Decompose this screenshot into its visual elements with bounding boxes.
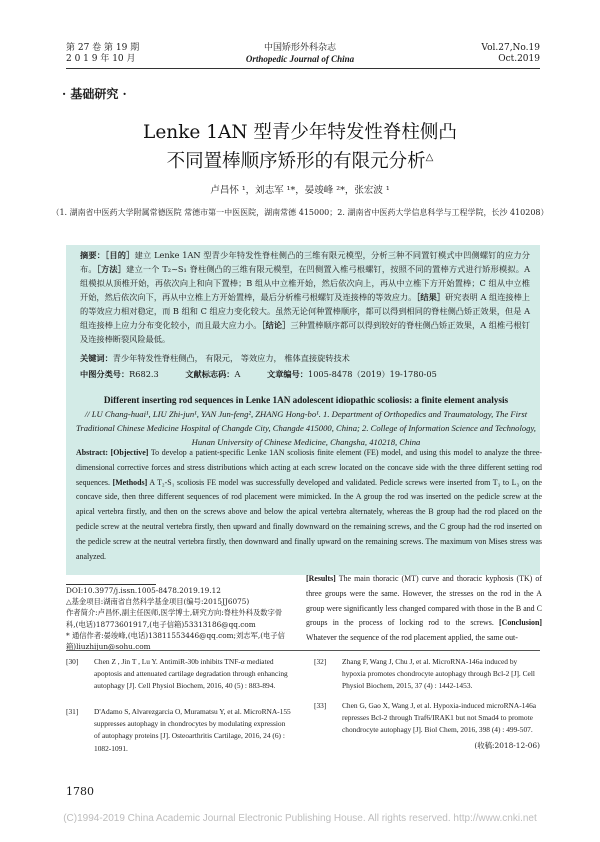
watermark: (C)1994-2019 China Academic Journal Electronic Publishing House. All rights reserved. http://www.cnki.net [63,813,537,824]
header-rule [66,68,540,69]
cn-results-tag: ［结果］ [416,292,446,302]
cn-results: 研究表明 A 组连接棒上的等效应力相对稳定，而 B 组和 C 组应力变化较大。虽然无论何种置棒顺序，都可以得到相同的脊柱侧凸矫正效果，但是 A 组连接棒上应力分布变化较小，而且最大应力小。 [80,292,530,330]
cn-methods-tag: ［方法］ [96,264,127,274]
references-rule [66,650,540,651]
title-line-1: Lenke 1AN 型青少年特发性脊柱侧凸 [143,122,457,143]
en-methods-tag: [Methods] [112,477,148,487]
title-line-2-text: 不同置棒顺序矫形的有限元分析 [166,151,426,173]
en-abstract-continued [306,572,542,646]
fund-note: △基金项目:湖南省自然科学基金项目(编号:2015JJ6075) [66,597,250,607]
cn-objective-tag: ［目的］ [105,250,135,260]
author-list: 卢昌怀 ¹，刘志军 ¹*，晏竣峰 ²*，张宏波 ¹ [210,185,390,196]
reference-item [66,656,292,693]
doc-code-label: 文献标志码： [185,369,235,379]
reference-item [314,700,540,737]
reference-number: [33] [314,701,327,710]
reference-number: [31] [66,707,79,716]
en-title: Different inserting rod sequences in Lenke 1AN adolescent idiopathic scoliosis: a finite element analysis [103,395,509,405]
reference-text: D'Adamo S, Alvarezgarcia O, Muramatsu Y, et al. MicroRNA-155 suppresses autophagy in chondrocytes by modulating expression of autophagy proteins [J]. Osteoarthritis Cartilage, 2016, 24 (6) : 1082-1091. [94,707,291,753]
cn-objective: 建立 Lenke 1AN 型青少年特发性脊柱侧凸的三维有限元模型，分析三种不同置钉模式中凹侧螺钉的应力分布。 [80,250,530,274]
footnotes [66,585,291,652]
received-date: (收稿:2018-12-06) [474,741,540,750]
author-intro: 作者简介:卢昌怀,副主任医师,医学博士,研究方向:脊柱外科及数字骨科,(电话)18773601917,(电子信箱)53313186@qq.com [66,608,283,629]
keywords-text: 青少年特发性脊柱侧凸， 有限元， 等效应力， 椎体直接旋转技术 [112,353,350,363]
page-number: 1780 [66,785,94,798]
reference-text: Zhang F, Wang J, Chu J, et al. MicroRNA-146a induced by hypoxia promotes chondrocyte autophagy through Bcl-2 [J]. Cell Physiol Biochem, 2015, 37 (4) : 1442-1453. [342,657,535,691]
header-volume: 第 27 卷 第 19 期 [66,43,140,53]
reference-text: Chen G, Gao X, Wang J, et al. Hypoxia-induced microRNA-146a represses Bcl-2 through Traf6/IRAK1 but not Smad4 to promote chondrocyte autophagy [J]. Biol Chem, 2016, 398 (4) : 499-507. [342,701,537,735]
en-abstract [76,446,542,580]
reference-number: [30] [66,657,79,666]
article-title [0,120,600,174]
header-date-en: Oct.2019 [498,54,540,64]
clc-label: 中图分类号： [80,369,130,379]
article-no-value: 1005-8478（2019）19-1780-05 [307,369,437,379]
cn-conclusion: 三种置棒顺序都可以得到较好的脊柱侧凸矫正效果，A 组椎弓根钉及连接棒断裂风险最低。 [80,320,530,344]
en-conclusion-tag: [Conclusion] [499,618,542,628]
journal-name-en: Orthopedic Journal of China [245,54,355,64]
cn-conclusion-tag: ［结论］ [261,320,291,330]
reference-item [66,706,292,755]
title-line-2 [0,145,600,174]
en-objective-tag: [Objective] [110,448,149,457]
article-no-label: 文章编号： [267,369,308,379]
cn-methods: 建立一个 T₂~S₁ 脊柱侧凸的三维有限元模型，在凹侧置入椎弓根螺钉，按照不同的置棒方式进行矫形模拟。A 组模拟从顶椎开始，再依次向上和向下置棒；B 组从中立椎开始，然后依次向上，再从中立椎下方开始置棒；C 组从中立椎开始，然后依次向下，再从中立椎上方开始置棒，最后分析椎弓根螺钉及连接棒的等效应力。 [80,264,530,302]
header-volume-en: Vol.27,No.19 [481,43,540,53]
en-results-tag: [Results] [306,574,336,583]
classification-line [80,368,530,380]
en-results: The main thoracic (MT) curve and thoracic kyphosis (TK) of three groups were the same. However, the stresses on the rod in the A group were significantly less changed compared with those in the B and C groups in the process of locking rod to the screws. [306,574,542,628]
column-label: · 基础研究 · [62,87,127,101]
header-vol [420,43,540,65]
corresponding-author: * 通信作者:晏竣峰,(电话)13811553446@qq.com;刘志军,(电子信箱)liuzhijun@sohu.com [66,630,285,652]
header-issue [66,43,139,65]
reference-item [314,656,540,693]
cn-abstract [80,248,530,346]
keywords [80,352,530,364]
affiliation: （1. 湖南省中医药大学附属常德医院 常德市第一中医医院，湖南常德 415000；2. 湖南省中医药大学信息科学与工程学院，长沙 410208） [51,208,549,217]
reference-text: Chen Z , Jin T , Lu Y. AntimiR-30b inhibits TNF-α mediated apoptosis and attenuated cartilage degradation through enhancing autophagy [J]. Cell Physiol Biochem, 2016, 40 (5) : 883-894. [94,657,288,691]
en-conclusion: Whatever the sequence of the rod placement applied, the same out- [306,633,518,643]
doc-code-value: A [234,369,241,379]
en-methods: A T₂-S₁ scoliosis FE model was successfully developed and validated. Pedicle screws were inserted from T₃ to L₃ on the concave side, then three different sequences of rod placement were mimicked. In the A group the rod was inserted on the pedicle screw at the apical vertebra firstly, and then on the screws above and below the apical vertebra alternately, whereas the B group had the rod placed on the pedicle screw at the neutral vertebra firstly, then upward and finally downward on the remaining screws, and the C group had the rod inserted on the pedicle screw at the neutral vertebra firstly, then downward and finally upward on the remaining screws. The maximum von Mises stress was analyzed. [76,477,542,561]
header-journal [200,43,400,65]
en-abstract-lead: Abstract: [76,448,108,457]
title-footnote-mark: △ [425,152,434,163]
en-title-block [76,393,536,449]
cn-abstract-lead: 摘要： [80,250,106,260]
clc-value: R682.3 [129,369,159,379]
en-authors: // LU Chang-huai¹, LIU Zhi-jun¹, YAN Jun-feng², ZHANG Hong-bo¹. 1. Department of Orthopedics and Traumatology, The First Traditional Chinese Medicine Hospital of Changde City, Changde 415000, China; 2. College of Information Science and Technology, Hunan University of Chinese Medicine, Changsha, 410218, China [76,409,536,447]
header-date-cn: 2 0 1 9 年 10 月 [66,54,136,64]
keywords-label: 关键词： [80,353,113,363]
doi: DOI:10.3977/j.issn.1005-8478.2019.19.12 [66,586,221,595]
journal-name-cn: 中国矫形外科杂志 [263,43,336,53]
en-objective: To develop a patient-specific Lenke 1AN scoliosis finite element (FE) model, and using this model to analyze the three-dimensional corrective forces and stress distributions which acting at each screw located on the concave side with the three different setting rod sequences. [76,448,542,487]
reference-number: [32] [314,657,327,666]
